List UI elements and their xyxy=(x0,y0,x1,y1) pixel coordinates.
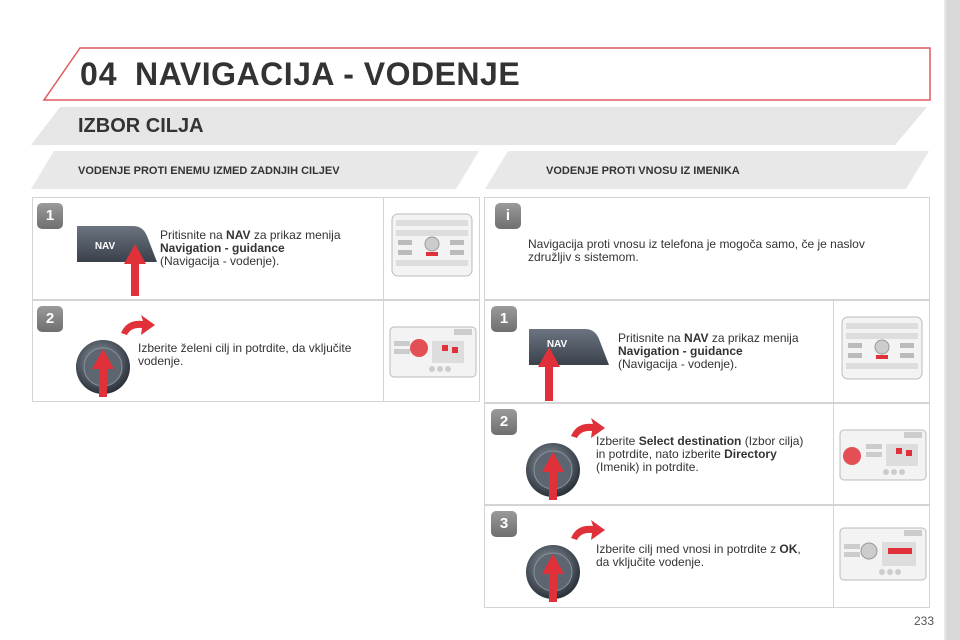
left-step-1-text: Pritisnite na NAV za prikaz menija Navigation - guidance (Navigacija - vodenje). xyxy=(160,228,341,268)
step-badge: 2 xyxy=(491,409,517,435)
info-text: Navigacija proti vnosu iz telefona je mogoča samo, če je naslov združljiv s sistemom. xyxy=(528,237,865,264)
right-info-box xyxy=(484,197,930,300)
right-column-title: VODENJE PROTI VNOSU IZ IMENIKA xyxy=(546,165,740,177)
nav-key-label: NAV xyxy=(546,339,568,350)
radio-panel-thumbnail xyxy=(833,404,930,504)
step-badge: 1 xyxy=(37,203,63,229)
radio-panel-thumbnail xyxy=(383,198,480,299)
page-edge-strip xyxy=(946,0,960,640)
chapter-number: 04 xyxy=(80,56,118,92)
right-step-1-box xyxy=(484,300,930,403)
step-badge: 3 xyxy=(491,511,517,537)
nav-button-press-icon xyxy=(71,222,161,302)
left-step-2-box xyxy=(32,300,480,402)
nav-button-press-icon xyxy=(523,325,613,405)
radio-panel-thumbnail xyxy=(833,301,930,402)
radio-panel-thumbnail xyxy=(833,506,930,607)
right-step-3-text: Izberite cilj med vnosi in potrdite z OK, da vključite vodenje. xyxy=(596,542,801,569)
info-icon: i xyxy=(495,203,521,229)
section-title: IZBOR CILJA xyxy=(78,115,204,137)
radio-panel-thumbnail xyxy=(383,301,480,401)
right-step-1-text: Pritisnite na NAV za prikaz menija Navigation - guidance (Navigacija - vodenje). xyxy=(618,331,799,371)
step-badge: 1 xyxy=(491,306,517,332)
right-step-3-box xyxy=(484,505,930,608)
right-step-2-box xyxy=(484,403,930,505)
left-step-2-text: Izberite želeni cilj in potrdite, da vključite vodenje. xyxy=(138,341,352,368)
page-number: 233 xyxy=(913,614,934,628)
left-step-1-box xyxy=(32,197,480,300)
left-column-title: VODENJE PROTI ENEMU IZMED ZADNJIH CILJEV xyxy=(78,165,340,177)
nav-key-label: NAV xyxy=(94,241,116,252)
step-badge: 2 xyxy=(37,306,63,332)
page-edge-divider xyxy=(944,0,946,640)
chapter-title: NAVIGACIJA - VODENJE xyxy=(135,56,521,92)
right-step-2-text: Izberite Select destination (Izbor cilja) in potrdite, nato izberite Directory (Imenik) in potrdite. xyxy=(596,434,804,474)
